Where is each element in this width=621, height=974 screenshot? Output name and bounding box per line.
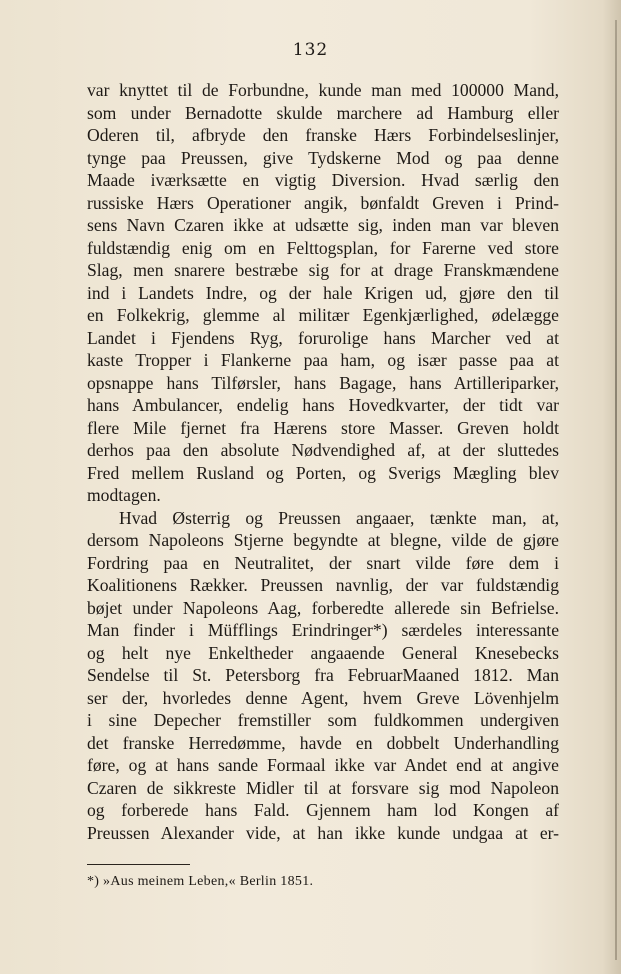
text-line: Fordring paa en Neutralitet, der snart vilde føre dem i	[87, 552, 559, 573]
text-line: ser der, hvorledes denne Agent, hvem Greve Lövenhjelm	[87, 687, 559, 708]
text-line: Koalitionens Rækker. Preussen navnlig, der var fuldstændig	[87, 575, 559, 595]
text-line: hans Ambulancer, endelig hans Hovedkvarter, der tidt var	[87, 395, 559, 415]
text-line: Czaren de sikkreste Midler til at forsvare sig mod Napoleon	[87, 777, 559, 798]
text-line: fuldstændig enig om en Felttogsplan, for Farerne ved store	[87, 237, 559, 258]
text-line: det franske Herredømme, havde en dobbelt Underhandling	[87, 732, 559, 753]
footnote: *) »Aus meinem Leben,« Berlin 1851.	[87, 874, 314, 889]
text-line: Fred mellem Rusland og Porten, og Sverigs Mægling blev	[87, 462, 559, 483]
text-line: og helt nye Enkeltheder angaaende General Knesebecks	[87, 642, 559, 663]
text-line: Hvad Østerrig og Preussen angaaer, tænkte man, at,	[119, 507, 559, 528]
text-line: Slag, men snarere bestræbe sig for at drage Franskmændene	[87, 260, 559, 280]
text-line: bøjet under Napoleons Aag, forberedte allerede sin Befrielse.	[87, 597, 559, 618]
text-line: Preussen Alexander vide, at han ikke kunde undgaa at er-	[87, 822, 559, 843]
text-line: tynge paa Preussen, give Tydskerne Mod og paa denne	[87, 147, 559, 168]
text-line: modtagen.	[87, 485, 161, 505]
text-line: opsnappe hans Tilførsler, hans Bagage, hans Artilleriparker,	[87, 372, 559, 393]
text-line: som under Bernadotte skulde marchere ad Hamburg eller	[87, 102, 559, 123]
text-line: Man finder i Müfflings Erindringer*) særdeles interessante	[87, 620, 559, 640]
text-line: dersom Napoleons Stjerne begyndte at blegne, vilde de gjøre	[87, 530, 559, 550]
text-line: var knyttet til de Forbundne, kunde man med 100000 Mand,	[87, 80, 559, 100]
text-line: flere Mile fjernet fra Hærens store Masser. Greven holdt	[87, 417, 559, 438]
text-line: føre, og at hans sande Formaal ikke var Andet end at angive	[87, 755, 559, 775]
text-line: i sine Depecher fremstiller som fuldkommen undergiven	[87, 710, 559, 730]
text-line: Sendelse til St. Petersborg fra FebruarMaaned 1812. Man	[87, 665, 559, 685]
text-line: kaste Tropper i Flankerne paa ham, og især passe paa at	[87, 350, 559, 370]
page-number: 132	[292, 40, 329, 60]
text-line: russiske Hærs Operationer angik, bønfaldt Greven i Prind-	[87, 192, 559, 213]
text-line: Oderen til, afbryde den franske Hærs Forbindelseslinjer,	[87, 125, 559, 145]
footnote-divider	[87, 864, 190, 865]
page-edge-shadow	[615, 20, 617, 960]
text-line: ind i Landets Indre, og der hale Krigen ud, gjøre den til	[87, 282, 559, 303]
text-line: sens Navn Czaren ikke at udsætte sig, inden man var bleven	[87, 215, 559, 235]
text-line: og forberede hans Fald. Gjennem ham lod Kongen af	[87, 800, 559, 820]
text-line: en Folkekrig, glemme al militær Egenkjærlighed, ødelægge	[87, 305, 559, 325]
body-text	[87, 79, 559, 844]
text-line: Maade iværksætte en vigtig Diversion. Hvad særlig den	[87, 170, 559, 190]
text-line: Landet i Fjendens Ryg, forurolige hans Marcher ved at	[87, 327, 559, 348]
text-line: derhos paa den absolute Nødvendighed af, at der sluttedes	[87, 440, 559, 460]
